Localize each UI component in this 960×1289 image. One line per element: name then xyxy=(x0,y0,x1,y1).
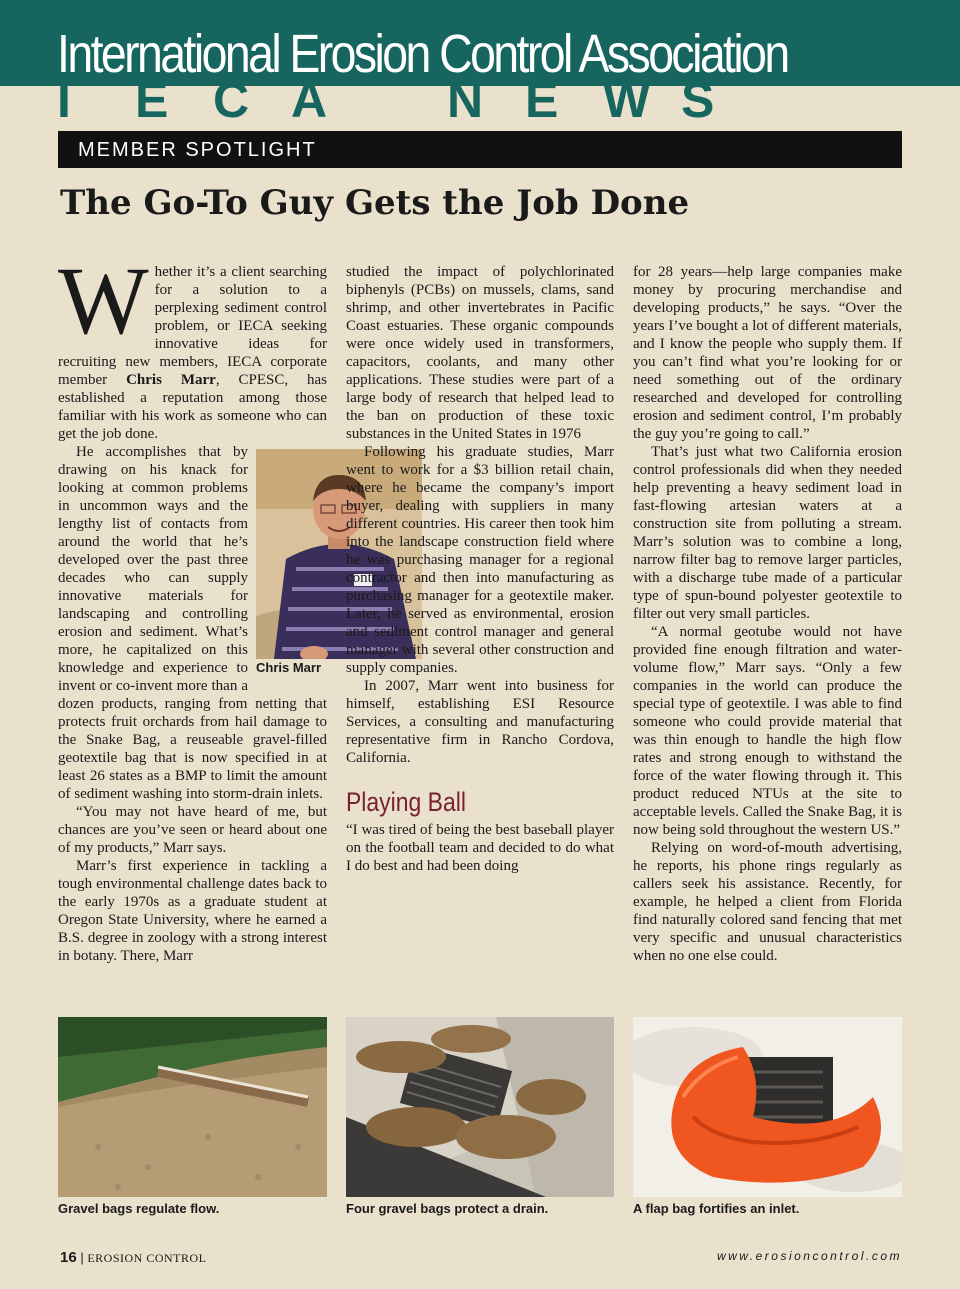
article-paragraph: “You may not have heard of me, but chances are you’ve seen or heard about one of my products,” Marr says. xyxy=(58,804,327,856)
drop-cap: W xyxy=(58,247,149,354)
article-paragraph: Marr’s first experience in tackling a tough environmental challenge dates back to the early 1970s as a graduate student at Oregon State University, where he earned a B.S. degree in zoology with a strong interest in botany. There, Marr xyxy=(58,858,327,964)
article-paragraph: “I was tired of being the best baseball player on the football team and decided to do what I do best and had been doing xyxy=(346,822,614,874)
photo-caption: A flap bag fortifies an inlet. xyxy=(633,1201,800,1216)
article-paragraph: studied the impact of polychlorinated biphenyls (PCBs) on mussels, clams, sand shrimp, and other invertebrates in Pacific Coast estuaries. These organic compounds were once widely used in transformers, capacitors, coolants, and many other applications. These studies were part of a large body of research that helped lead to the ban on production of these toxic substances in the United States in 1976 xyxy=(346,264,614,442)
portrait-caption: Chris Marr xyxy=(256,660,322,675)
article-paragraph: Whether it’s a client searching for a solution to a perplexing sediment control problem, or IECA seeking innovative ideas for recruiting new members, IECA corporate member Chris Marr, CPESC, has established a reputation among those familiar with his work as someone who can get the job done. xyxy=(58,247,328,442)
photo-caption: Gravel bags regulate flow. xyxy=(58,1201,220,1216)
member-name: Chris Marr xyxy=(126,372,216,388)
subhead: Playing Ball xyxy=(346,787,466,817)
page-number: 16 xyxy=(60,1249,77,1266)
drain-bags-photo xyxy=(346,1017,614,1197)
photo-caption: Four gravel bags protect a drain. xyxy=(346,1201,549,1216)
footer-folio xyxy=(60,1249,207,1266)
section-label: MEMBER SPOTLIGHT xyxy=(78,139,317,161)
headline: The Go-To Guy Gets the Job Done xyxy=(60,183,690,223)
masthead-title: International Erosion Control Association xyxy=(57,24,788,84)
article-column-2 xyxy=(346,263,614,875)
footer-separator: | xyxy=(80,1250,84,1265)
footer-url: www.erosioncontrol.com xyxy=(716,1249,902,1263)
article-paragraph: for 28 years—help large companies make money by procuring merchandise and developing products,” he says. “Over the years I’ve bought a lot of different materials, and I know the people who supply them. If you can’t find what you’re looking for or need something out of the ordinary researched and developed for controlling erosion and sediment control, I’m probably the guy you’re going to call.” xyxy=(633,264,902,442)
article-paragraph: Following his graduate studies, Marr went to work for a $3 billion retail chain, where he became the company’s import buyer, dealing with suppliers in many different countries. His career then took him into the landscape construction field where he was purchasing manager for a regional contractor and then into manufacturing as purchasing manager for a geotextile maker. Later, he served as environmental, erosion and sediment control manager and general manager with several other construction and supply companies. xyxy=(346,444,614,676)
article-column-3 xyxy=(633,263,902,965)
section-bar xyxy=(58,131,902,168)
article-paragraph: “A normal geotube would not have provided fine enough filtration and water-volume flow,” Marr says. “Only a few companies in the world can produce the special type of geotextile. I was able to find someone who could provide material that was thin enough to handle the high flow rates and strong enough to withstand the force of the water flowing through it. This product reduced NTUs at the site to acceptable levels. Called the Snake Bag, it is now being sold throughout the western US.” xyxy=(633,624,902,838)
flap-bag-photo xyxy=(633,1017,902,1197)
masthead-news-wordmark: I E C A N E W S xyxy=(57,72,715,128)
article-paragraph: Chris Marr He accomplishes that by drawing on his knack for looking at common problems in uncommon ways and the lengthy list of contacts from around the world that he’s developed over the past three decades who can supply innovative materials for landscaping and controlling erosion and sediment. What’s more, he capitalized on this knowledge and experience to invent or co-invent more than a dozen products, ranging from netting that protects fruit orchards from hail damage to the Snake Bag, a reuseable gravel-filled geotextile bag that is now specified in at least 26 states as a BMP to limit the amount of sediment washing into storm-drain inlets. xyxy=(58,443,327,803)
gravel-bags-photo xyxy=(58,1017,327,1197)
publication-name: EROSION CONTROL xyxy=(87,1251,207,1265)
article-column-1 xyxy=(58,247,328,965)
article-paragraph: In 2007, Marr went into business for himself, establishing ESI Resource Services, a consulting and manufacturing representative firm in Rancho Cordova, California. xyxy=(346,678,614,766)
article-paragraph: That’s just what two California erosion control professionals did when they needed help preventing a heavy sediment load in fast-flowing artesian waters at a construction site from polluting a stream. Marr’s solution was to combine a long, narrow filter bag to remove larger particles, with a discharge tube made of a particular type of spun-bound polyester geotextile to filter out very small particles. xyxy=(633,444,902,622)
article-paragraph: Relying on word-of-mouth advertising, he reports, his phone rings regularly as callers seek his assistance. Recently, for example, he helped a client from Florida find naturally colored sand fencing that met very specific and unusual characteristics when no one else could. xyxy=(633,840,902,964)
